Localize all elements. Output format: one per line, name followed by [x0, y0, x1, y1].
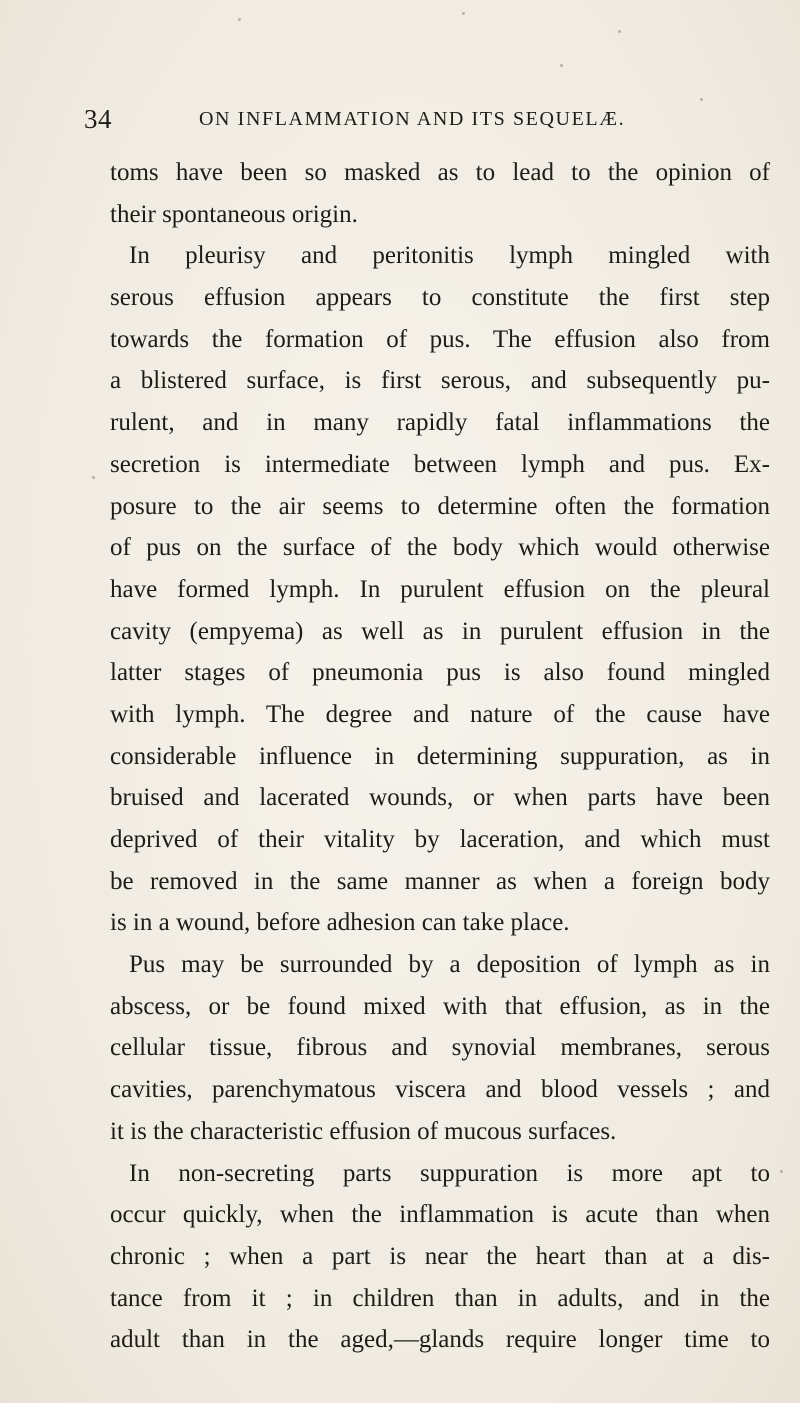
text-line: considerable influence in determining suppuration, as in — [110, 742, 770, 770]
text-line: a blistered surface, is first serous, and subsequently pu- — [110, 367, 770, 395]
text-line: cavity (empyema) as well as in purulent effusion in the — [110, 617, 770, 645]
text-line: chronic ; when a part is near the heart than at a dis- — [110, 1242, 770, 1270]
text-line: cavities, parenchymatous viscera and blood vessels ; and — [110, 1076, 770, 1104]
paper-speck — [238, 18, 241, 21]
page-header — [84, 104, 760, 144]
paper-speck — [618, 30, 621, 33]
text-line: latter stages of pneumonia pus is also found mingled — [110, 659, 770, 687]
text-line: towards the formation of pus. The effusion also from — [110, 325, 770, 353]
text-line: is in a wound, before adhesion can take place. — [110, 909, 570, 937]
text-line: be removed in the same manner as when a foreign body — [110, 867, 770, 895]
text-line: with lymph. The degree and nature of the cause have — [110, 700, 770, 728]
text-line: deprived of their vitality by laceration, and which must — [110, 826, 770, 853]
text-line: adult than in the aged,—glands require longer time to — [110, 1326, 770, 1354]
paper-speck — [560, 64, 563, 67]
paragraph-start-line: Pus may be surrounded by a deposition of lymph as in — [129, 951, 770, 979]
text-line: it is the characteristic effusion of mucous surfaces. — [110, 1117, 617, 1145]
text-line: rulent, and in many rapidly fatal inflammations the — [110, 409, 770, 437]
paragraph-start-line: In pleurisy and peritonitis lymph mingled with — [129, 242, 770, 270]
text-line: secretion is intermediate between lymph and pus. Ex- — [110, 450, 770, 478]
paper-speck — [92, 476, 95, 479]
paragraph-start-line: In non-secreting parts suppuration is more apt to — [129, 1159, 770, 1187]
text-line: abscess, or be found mixed with that effusion, as in the — [110, 992, 770, 1020]
paper-speck — [780, 1170, 783, 1173]
body-text — [110, 152, 770, 1361]
text-line: their spontaneous origin. — [110, 200, 358, 228]
text-line: cellular tissue, fibrous and synovial membranes, serous — [110, 1034, 770, 1062]
running-head: ON INFLAMMATION AND ITS SEQUELÆ. — [199, 108, 626, 130]
text-line: tance from it ; in children than in adults, and in the — [110, 1284, 770, 1312]
paper-speck — [462, 12, 465, 15]
page-number: 34 — [84, 104, 112, 134]
text-line: bruised and lacerated wounds, or when parts have been — [110, 784, 770, 812]
text-line: have formed lymph. In purulent effusion on the pleural — [110, 575, 770, 603]
text-line: of pus on the surface of the body which would otherwise — [110, 534, 770, 562]
paper-speck — [700, 98, 703, 101]
text-line: posure to the air seems to determine often the formation — [110, 492, 770, 520]
text-line: serous effusion appears to constitute the first step — [110, 284, 770, 312]
text-line: toms have been so masked as to lead to the opinion of — [110, 159, 770, 186]
text-line: occur quickly, when the inflammation is acute than when — [110, 1201, 770, 1229]
